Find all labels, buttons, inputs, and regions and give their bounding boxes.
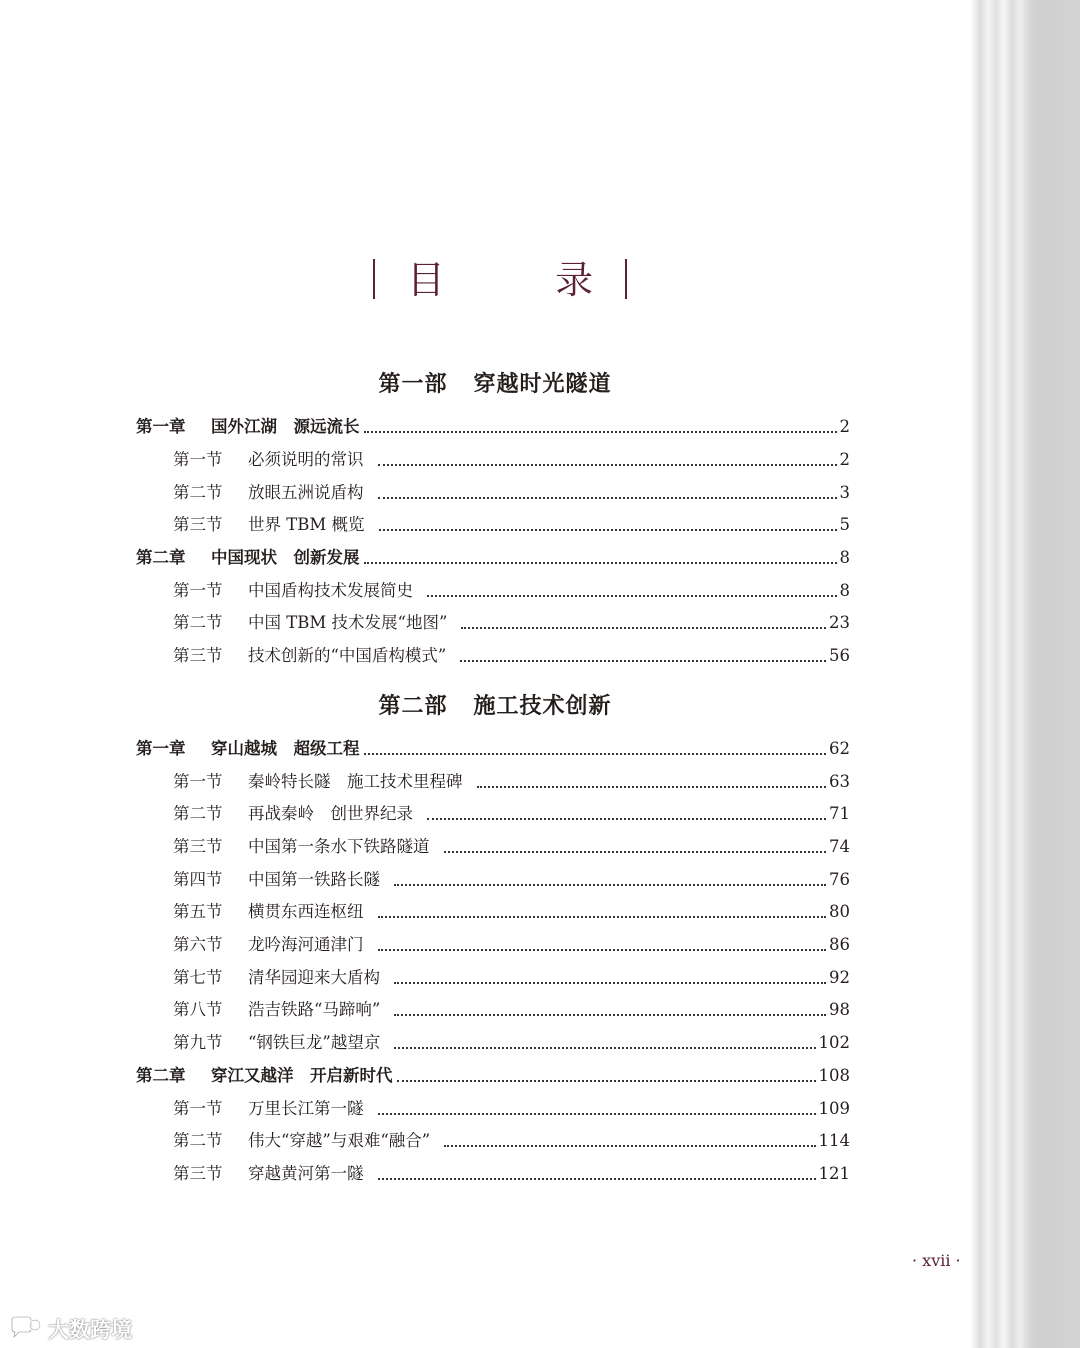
section-title: 万里长江第一隧 (248, 1099, 364, 1118)
section-title: 穿越黄河第一隧 (248, 1164, 364, 1183)
section-title: 中国 TBM 技术发展“地图” (248, 613, 448, 632)
dot-leader (378, 1113, 816, 1115)
part-title: 施工技术创新 (473, 694, 612, 719)
title-right-bar (625, 259, 627, 299)
chapter-number: 第二章 (136, 1066, 186, 1085)
dot-leader (427, 595, 837, 597)
page-number: 80 (829, 902, 850, 921)
dot-leader (427, 818, 826, 820)
page-number: 71 (829, 804, 850, 823)
toc-section-entry[interactable] (173, 867, 850, 893)
dot-leader (378, 464, 837, 466)
section-title: 技术创新的“中国盾构模式” (248, 646, 447, 665)
title-char-1: 目 (406, 258, 445, 302)
toc-chapter-entry[interactable] (136, 545, 850, 571)
title-left-bar (373, 259, 375, 299)
section-number: 第六节 (173, 935, 223, 954)
dot-leader (397, 1080, 816, 1082)
section-title: 中国盾构技术发展简史 (248, 581, 413, 600)
section-number: 第一节 (173, 772, 223, 791)
section-number: 第四节 (173, 870, 223, 889)
chapter-title: 国外江湖 源远流长 (211, 417, 360, 436)
section-title: 再战秦岭 创世界纪录 (248, 804, 413, 823)
dot-leader (394, 1014, 826, 1016)
chapter-title: 穿山越城 超级工程 (211, 739, 360, 758)
chat-bubble-logo-icon (8, 1316, 42, 1342)
dot-leader (444, 1145, 815, 1147)
section-title: 中国第一条水下铁路隧道 (248, 837, 430, 856)
section-number: 第一节 (173, 1099, 223, 1118)
section-number: 第二节 (173, 613, 223, 632)
section-number: 第二节 (173, 483, 223, 502)
page-number: 98 (829, 1000, 850, 1019)
section-title: 清华园迎来大盾构 (248, 968, 380, 987)
toc-section-entry[interactable] (173, 965, 850, 991)
page-number: 74 (829, 837, 850, 856)
page-number: 8 (839, 581, 850, 600)
section-title: 伟大“穿越”与艰难“融合” (248, 1131, 431, 1150)
section-number: 第五节 (173, 902, 223, 921)
page-number: 114 (818, 1131, 850, 1150)
watermark (8, 1312, 132, 1346)
page-number: 56 (829, 646, 850, 665)
page-number: 3 (839, 483, 850, 502)
page-folio: · xvii · (912, 1251, 961, 1270)
page-number: 108 (818, 1066, 850, 1085)
chapter-number: 第二章 (136, 548, 186, 567)
toc-title (0, 252, 1000, 308)
chapter-title: 穿江又越洋 开启新时代 (211, 1066, 393, 1085)
section-number: 第二节 (173, 1131, 223, 1150)
page-number: 102 (818, 1033, 850, 1052)
toc-section-entry[interactable] (173, 447, 850, 473)
toc-section-entry[interactable] (173, 578, 850, 604)
toc-section-entry[interactable] (173, 610, 850, 636)
page-number: 121 (818, 1164, 850, 1183)
page-edge-shading (970, 0, 1080, 1348)
dot-leader (364, 562, 837, 564)
toc-section-entry[interactable] (173, 1030, 850, 1056)
page-number: 76 (829, 870, 850, 889)
dot-leader (378, 949, 827, 951)
dot-leader (378, 1178, 816, 1180)
section-title: 横贯东西连枢纽 (248, 902, 364, 921)
toc-section-entry[interactable] (173, 834, 850, 860)
dot-leader (364, 431, 837, 433)
page-number: 86 (829, 935, 850, 954)
dot-leader (461, 627, 826, 629)
dot-leader (378, 916, 827, 918)
toc-chapter-entry[interactable] (136, 1063, 850, 1089)
toc-section-entry[interactable] (173, 899, 850, 925)
dot-leader (394, 982, 826, 984)
section-number: 第二节 (173, 804, 223, 823)
part-heading-1 (0, 367, 990, 398)
section-number: 第七节 (173, 968, 223, 987)
section-title: 浩吉铁路“马蹄响” (248, 1000, 381, 1019)
section-number: 第一节 (173, 450, 223, 469)
dot-leader (394, 884, 826, 886)
toc-section-entry[interactable] (173, 801, 850, 827)
part-title: 穿越时光隧道 (473, 372, 612, 397)
toc-section-entry[interactable] (173, 643, 850, 669)
chapter-title: 中国现状 创新发展 (211, 548, 360, 567)
dot-leader (394, 1047, 815, 1049)
page-number: 23 (829, 613, 850, 632)
dot-leader (444, 851, 827, 853)
section-number: 第三节 (173, 515, 223, 534)
section-number: 第一节 (173, 581, 223, 600)
page-number: 62 (829, 739, 850, 758)
toc-section-entry[interactable] (173, 512, 850, 538)
watermark-text: 大数跨境 (48, 1318, 132, 1342)
dot-leader (378, 497, 837, 499)
toc-section-entry[interactable] (173, 1161, 850, 1187)
section-title: 放眼五洲说盾构 (248, 483, 364, 502)
toc-section-entry[interactable] (173, 1096, 850, 1122)
toc-chapter-entry[interactable] (136, 736, 850, 762)
toc-section-entry[interactable] (173, 480, 850, 506)
toc-section-entry[interactable] (173, 1128, 850, 1154)
section-number: 第三节 (173, 646, 223, 665)
page-number: 63 (829, 772, 850, 791)
section-title: 中国第一铁路长隧 (248, 870, 380, 889)
section-title: 世界 TBM 概览 (248, 515, 365, 534)
section-title: 龙吟海河通津门 (248, 935, 364, 954)
section-number: 第三节 (173, 1164, 223, 1183)
toc-section-entry[interactable] (173, 997, 850, 1023)
title-char-2: 录 (555, 258, 594, 302)
dot-leader (477, 786, 827, 788)
part-number: 第二部 (378, 694, 448, 719)
section-title: “钢铁巨龙”越望京 (248, 1033, 381, 1052)
toc-section-entry[interactable] (173, 932, 850, 958)
section-number: 第八节 (173, 1000, 223, 1019)
page-number: 8 (839, 548, 850, 567)
page-number: 109 (818, 1099, 850, 1118)
dot-leader (460, 660, 826, 662)
dot-leader (364, 753, 827, 755)
page-number: 2 (839, 417, 850, 436)
section-number: 第九节 (173, 1033, 223, 1052)
section-title: 秦岭特长隧 施工技术里程碑 (248, 772, 463, 791)
dot-leader (379, 529, 837, 531)
page-number: 92 (829, 968, 850, 987)
chapter-number: 第一章 (136, 739, 186, 758)
section-number: 第三节 (173, 837, 223, 856)
toc-section-entry[interactable] (173, 769, 850, 795)
part-number: 第一部 (378, 372, 448, 397)
toc-chapter-entry[interactable] (136, 414, 850, 440)
chapter-number: 第一章 (136, 417, 186, 436)
page-number: 5 (839, 515, 850, 534)
part-heading-2 (0, 689, 990, 720)
section-title: 必须说明的常识 (248, 450, 364, 469)
page-number: 2 (839, 450, 850, 469)
